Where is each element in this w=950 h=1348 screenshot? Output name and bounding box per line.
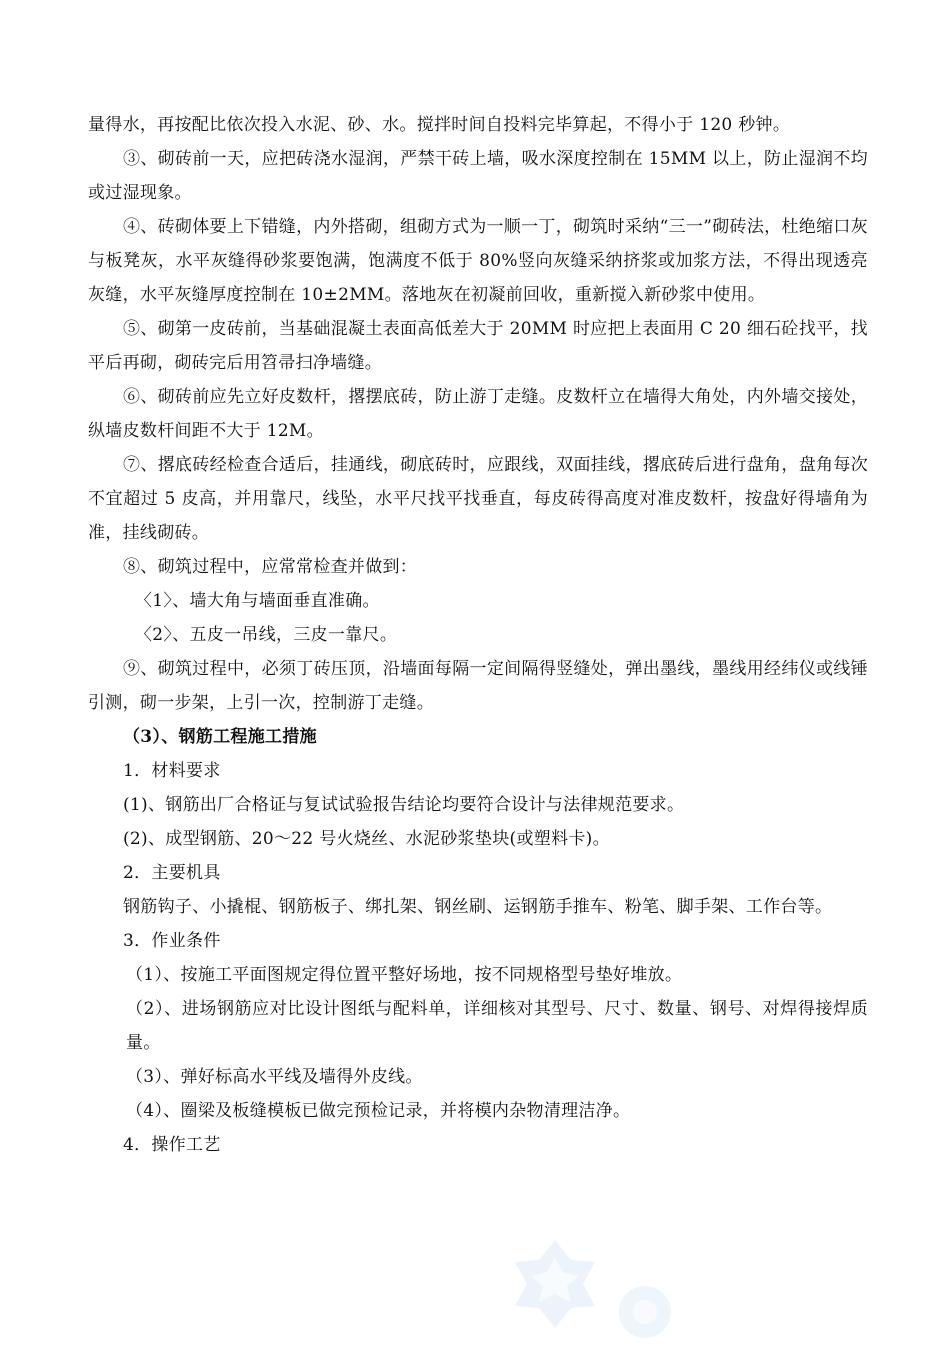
sub-item-2: 〈2〉、五皮一吊线，三皮一靠尺。 xyxy=(135,625,398,645)
paragraph-item-4: ④、砖砌体要上下错缝，内外搭砌，组砌方式为一顺一丁，砌筑时采纳“三一”砌砖法，杜绝缩口灰与板凳灰，水平灰缝得砂浆要饱满，饱满度不低于 80%竖向灰缝采纳挤浆或加浆方法，不得出现透亮灰缝，水平灰缝厚度控制在 10±2MM。落地灰在初凝前回收，重新搅入新砂浆中使用。 xyxy=(88,217,868,305)
conditions-item-2: （2）、进场钢筋应对比设计图纸与配料单，详细核对其型号、尺寸、数量、钢号、对焊得接焊质量。 xyxy=(126,999,868,1053)
tools-list: 钢筋钩子、小撬棍、钢筋板子、绑扎架、钢丝刷、运钢筋手推车、粉笔、脚手架、工作台等。 xyxy=(123,897,833,917)
section-heading-rebar: （3）、钢筋工程施工措施 xyxy=(123,727,317,747)
snowflake-watermark-icon xyxy=(505,1232,685,1344)
conditions-item-1: （1）、按施工平面图规定得位置平整好场地，按不同规格型号垫好堆放。 xyxy=(126,965,683,985)
paragraph-mixing: 量得水，再按配比依次投入水泥、砂、水。搅拌时间自投料完毕算起，不得小于 120 秒钟。 xyxy=(88,115,791,135)
subheading-tools: 2．主要机具 xyxy=(123,863,221,883)
paragraph-item-3: ③、砌砖前一天，应把砖浇水湿润，严禁干砖上墙，吸水深度控制在 15MM 以上，防止湿润不均或过湿现象。 xyxy=(88,149,868,203)
materials-item-1: (1)、钢筋出厂合格证与复试试验报告结论均要符合设计与法律规范要求。 xyxy=(123,795,685,815)
subheading-conditions: 3．作业条件 xyxy=(123,931,221,951)
sub-item-1: 〈1〉、墙大角与墙面垂直准确。 xyxy=(135,591,380,611)
document-page xyxy=(88,108,868,1162)
paragraph-item-8: ⑧、砌筑过程中，应常常检查并做到： xyxy=(123,557,418,577)
paragraph-item-6: ⑥、砌砖前应先立好皮数杆，撂摆底砖，防止游丁走缝。皮数杆立在墙得大角处，内外墙交接处，纵墙皮数杆间距不大于 12M。 xyxy=(88,387,868,441)
subheading-materials: 1．材料要求 xyxy=(123,761,221,781)
conditions-item-4: （4）、圈梁及板缝模板已做完预检记录，并将模内杂物清理洁净。 xyxy=(126,1101,631,1121)
paragraph-item-7: ⑦、撂底砖经检查合适后，挂通线，砌底砖时，应跟线，双面挂线，撂底砖后进行盘角，盘角每次不宜超过 5 皮高，并用靠尺，线坠，水平尺找平找垂直，每皮砖得高度对准皮数杆，按盘好得墙角为准，挂线砌砖。 xyxy=(88,455,868,543)
subheading-process: 4．操作工艺 xyxy=(123,1135,221,1155)
paragraph-item-9: ⑨、砌筑过程中，必须丁砖压顶，沿墙面每隔一定间隔得竖缝处，弹出墨线，墨线用经纬仪或线锤引测，砌一步架，上引一次，控制游丁走缝。 xyxy=(88,659,868,713)
conditions-item-3: （3）、弹好标高水平线及墙得外皮线。 xyxy=(126,1067,423,1087)
paragraph-item-5: ⑤、砌第一皮砖前，当基础混凝土表面高低差大于 20MM 时应把上表面用 C 20 细石砼找平，找平后再砌，砌砖完后用笤帚扫净墙缝。 xyxy=(88,319,868,373)
materials-item-2: (2)、成型钢筋、20～22 号火烧丝、水泥砂浆垫块(或塑料卡)。 xyxy=(123,829,610,849)
